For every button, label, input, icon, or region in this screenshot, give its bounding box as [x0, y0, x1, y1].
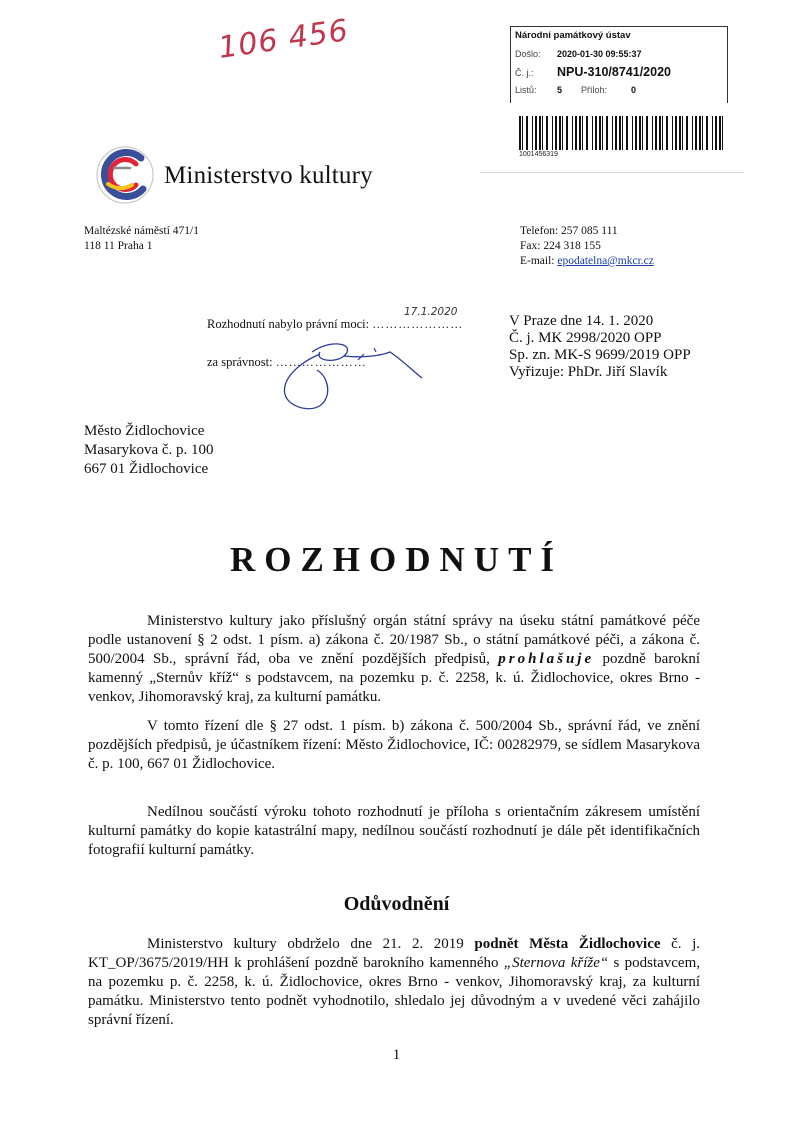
barcode-bar	[712, 116, 713, 150]
barcode	[519, 116, 725, 150]
file-number: Sp. zn. MK-S 9699/2019 OPP	[509, 347, 691, 363]
barcode-bar	[692, 116, 693, 150]
barcode-bar	[592, 116, 593, 150]
stamp-sheets-value: 5	[557, 85, 563, 95]
barcode-bar	[662, 116, 663, 150]
reference-block	[509, 313, 691, 381]
stamp-institution: Národní památkový ústav	[515, 30, 631, 41]
barcode-bar	[555, 116, 557, 150]
document-title: ROZHODNUTÍ	[229, 540, 564, 579]
stamp-sheets-row	[515, 85, 636, 95]
stamp-ref-row	[515, 65, 671, 79]
page-number: 1	[392, 1047, 401, 1063]
justification-paragraph	[88, 935, 700, 1030]
fax-text: Fax: 224 318 155	[520, 240, 601, 252]
barcode-bar	[686, 116, 688, 150]
ministry-name: Ministerstvo kultury	[164, 162, 373, 189]
attachment-paragraph: Nedílnou součástí výroku tohoto rozhodnutí je příloha s orientačním zákresem umístění kulturní památky do kopie katastrální mapy, nedílnou součástí rozhodnutí je dále pět identifikačních fotografií kulturní památky.	[88, 804, 700, 858]
handwritten-validity-date: 17.1.2020	[404, 306, 458, 318]
barcode-bar	[642, 116, 643, 150]
barcode-bar	[666, 116, 668, 150]
email-row	[520, 254, 654, 269]
ministry-address	[84, 224, 199, 254]
barcode-bar	[706, 116, 708, 150]
barcode-bar	[522, 116, 523, 150]
stamp-received-value: 2020-01-30 09:55:37	[557, 49, 642, 59]
p4-bold: podnět Města Židlochovice	[474, 936, 661, 952]
p1-emphasis: prohlašuje	[498, 651, 595, 667]
barcode-bar	[702, 116, 703, 150]
p4-text-end: s podstavcem, na pozemku p. č. 2258, k. ú. Židlochovice, okres Brno - venkov, Jihomoravský kraj, za kulturní památku. Ministerstvo tento podnět vyhodnotilo, shledalo jej důvodným a v uvedené věci zahájilo správní řízení.	[88, 955, 701, 1028]
address-line: Maltézské náměstí 471/1	[84, 225, 199, 237]
barcode-bar	[679, 116, 681, 150]
recipient-name: Město Židlochovice	[84, 423, 205, 439]
barcode-bar	[699, 116, 701, 150]
p4-italic: „Sternova kříže“	[503, 955, 609, 971]
barcode-bar	[622, 116, 623, 150]
barcode-bar	[626, 116, 628, 150]
barcode-bar	[719, 116, 721, 150]
barcode-bar	[715, 116, 717, 150]
correctness-dots: …………………	[275, 355, 367, 369]
barcode-bar	[722, 116, 723, 150]
place-date: V Praze dne 14. 1. 2020	[509, 313, 654, 329]
barcode-bar	[539, 116, 541, 150]
handwritten-reference-number: 106 456	[216, 13, 351, 66]
barcode-bar	[572, 116, 573, 150]
reference-number: Č. j. MK 2998/2020 OPP	[509, 330, 662, 346]
barcode-bar	[675, 116, 677, 150]
handled-by: Vyřizuje: PhDr. Jiří Slavík	[509, 364, 668, 380]
recipient-street: Masarykova č. p. 100	[84, 442, 214, 458]
stamp-received-row	[515, 49, 642, 59]
stamp-sheets-label: Listů:	[515, 85, 537, 95]
barcode-bar	[552, 116, 553, 150]
email-link[interactable]: epodatelna@mkcr.cz	[557, 255, 654, 267]
section-heading: Odůvodnění	[343, 893, 450, 915]
barcode-bar	[542, 116, 543, 150]
barcode-bar	[599, 116, 601, 150]
p1-text-end: pozdně barokní kamenný „Sternův kříž“ s podstavcem, na pozemku p. č. 2258, k. ú. Židlochovice, okres Brno - venkov, Jihomoravský kraj, za kulturní památku.	[88, 651, 701, 705]
barcode-bar	[635, 116, 637, 150]
barcode-bar	[672, 116, 673, 150]
p4-text-start: Ministerstvo kultury obdrželo dne 21. 2. 2019	[147, 936, 464, 952]
stamp-ref-label: Č. j.:	[515, 68, 534, 78]
barcode-bar	[659, 116, 661, 150]
stamp-attachments-label: Příloh:	[581, 85, 608, 95]
barcode-bar	[615, 116, 617, 150]
stamp-ref-value: NPU-310/8741/2020	[557, 65, 671, 79]
correctness-label: za správnost:	[207, 355, 273, 369]
barcode-bar	[559, 116, 561, 150]
barcode-bar	[535, 116, 537, 150]
barcode-bar	[526, 116, 528, 150]
p4-text-middle: č. j. KT_OP/3675/2019/HH k prohlášení pozdně barokního kamenného	[88, 936, 700, 971]
p1-text-start: Ministerstvo kultury jako příslušný orgán státní správy na úseku státní památkové péče podle ustanovení § 2 odst. 1 písm. a) zákona č. 20/1987 Sb., o státní památkové péči, a zákona č. 500/2004 Sb., správní řád, oba ve znění pozdějších předpisů,	[88, 613, 700, 667]
ministry-contacts	[520, 224, 654, 269]
barcode-bar	[546, 116, 548, 150]
barcode-bar	[646, 116, 648, 150]
barcode-bar	[586, 116, 588, 150]
registry-stamp	[510, 26, 728, 103]
barcode-bar	[639, 116, 641, 150]
barcode-bar	[606, 116, 608, 150]
barcode-bar	[579, 116, 581, 150]
barcode-bar	[602, 116, 603, 150]
barcode-bar	[582, 116, 583, 150]
ministry-logo	[94, 144, 156, 206]
address-line: 118 11 Praha 1	[84, 240, 153, 252]
barcode-bar	[695, 116, 697, 150]
decision-paragraph	[88, 612, 700, 707]
barcode-bar	[566, 116, 568, 150]
stamp-divider	[480, 172, 744, 173]
barcode-bar	[575, 116, 577, 150]
barcode-bar	[612, 116, 613, 150]
recipient-address	[84, 422, 214, 479]
barcode-bar	[519, 116, 521, 150]
email-label: E-mail:	[520, 255, 555, 267]
barcode-bar	[595, 116, 597, 150]
barcode-number: 1001456319	[519, 151, 558, 158]
recipient-city: 667 01 Židlochovice	[84, 461, 209, 477]
phone-text: Telefon: 257 085 111	[520, 225, 618, 237]
barcode-bar	[682, 116, 683, 150]
validity-label: Rozhodnutí nabylo právní moci:	[207, 317, 370, 331]
barcode-bar	[532, 116, 533, 150]
stamp-received-label: Došlo:	[515, 49, 541, 59]
barcode-bar	[619, 116, 621, 150]
handwritten-signature	[262, 330, 432, 414]
participant-paragraph: V tomto řízení dle § 27 odst. 1 písm. b) zákona č. 500/2004 Sb., správní řád, ve znění pozdějších předpisů, je účastníkem řízení: Město Židlochovice, IČ: 00282979, se sídlem Masarykova č. p. 100, 667 01 Židlochovice.	[88, 718, 700, 772]
barcode-bar	[655, 116, 657, 150]
validity-dots: …………………	[372, 317, 464, 331]
barcode-bar	[652, 116, 653, 150]
barcode-bar	[562, 116, 563, 150]
stamp-attachments-value: 0	[631, 85, 637, 95]
barcode-bar	[632, 116, 633, 150]
